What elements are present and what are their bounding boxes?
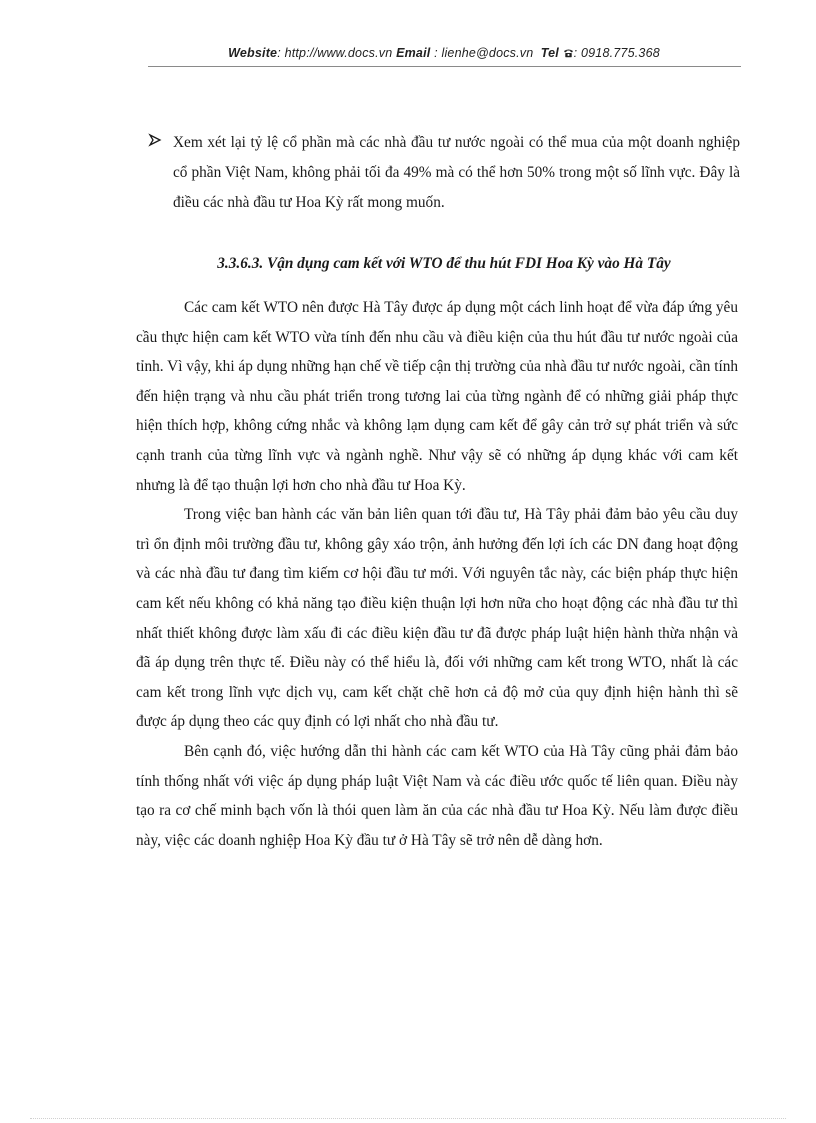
- page-header: [148, 46, 740, 60]
- body-text: [136, 293, 738, 855]
- section-heading: 3.3.6.3. Vận dụng cam kết với WTO để thu hút FDI Hoa Kỳ vào Hà Tây: [217, 255, 671, 272]
- header-divider: [148, 66, 741, 67]
- page-bottom-border: [30, 1118, 786, 1119]
- website-value[interactable]: : http://www.docs.vn: [277, 46, 393, 60]
- email-label: Email: [396, 46, 431, 60]
- tel-value: : 0918.775.368: [573, 46, 660, 60]
- website-label: Website: [228, 46, 278, 60]
- paragraph: Bên cạnh đó, việc hướng dẫn thi hành các cam kết WTO của Hà Tây cũng phải đảm bảo tính thống nhất với việc áp dụng pháp luật Việt Nam và các điều ước quốc tế liên quan. Điều này tạo ra cơ chế minh bạch vốn là thói quen làm ăn của các nhà đầu tư Hoa Kỳ. Nếu làm được điều này, việc các doanh nghiệp Hoa Kỳ đầu tư ở Hà Tây sẽ trở nên dễ dàng hơn.: [136, 742, 738, 849]
- arrow-bullet-icon: [148, 128, 168, 158]
- bullet-item: [148, 128, 740, 218]
- paragraph: Các cam kết WTO nên được Hà Tây được áp dụng một cách linh hoạt để vừa đáp ứng yêu cầu thực hiện cam kết WTO vừa tính đến nhu cầu và điều kiện của thu hút đầu tư nước ngoài của tỉnh. Vì vậy, khi áp dụng những hạn chế về tiếp cận thị trường của nhà đầu tư nước ngoài, cần tính đến hiện trạng và nhu cầu phát triển trong tương lai của từng ngành để có những giải pháp thực hiện thích hợp, không cứng nhắc và không lạm dụng cam kết để gây cản trở sự phát triển và sức cạnh tranh của từng lĩnh vực và ngành nghề. Như vậy sẽ có những áp dụng khác với cam kết nhưng là để tạo thuận lợi hơn cho nhà đầu tư Hoa Kỳ.: [136, 299, 739, 494]
- email-value[interactable]: : lienhe@docs.vn: [434, 46, 534, 60]
- bullet-text: Xem xét lại tỷ lệ cổ phần mà các nhà đầu tư nước ngoài có thể mua của một doanh nghiệp cổ phần Việt Nam, không phải tối đa 49% mà có thể hơn 50% trong một số lĩnh vực. Đây là điều các nhà đầu tư Hoa Kỳ rất mong muốn.: [173, 134, 740, 211]
- phone-icon: [563, 46, 574, 60]
- tel-label: Tel: [540, 46, 559, 60]
- paragraph: Trong việc ban hành các văn bản liên quan tới đầu tư, Hà Tây phải đảm bảo yêu cầu duy trì ổn định môi trường đầu tư, không gây xáo trộn, ảnh hưởng đến lợi ích các DN đang hoạt động và các nhà đầu tư đang tìm kiếm cơ hội đầu tư mới. Với nguyên tắc này, các biện pháp thực hiện cam kết nếu không có khả năng tạo điều kiện thuận lợi hơn nữa cho hoạt động các nhà đầu tư thì nhất thiết không được làm xấu đi các điều kiện đầu tư đã được pháp luật hiện hành thừa nhận và đã áp dụng trên thực tế. Điều này có thể hiểu là, đối với những cam kết trong WTO, nhất là các cam kết trong lĩnh vực dịch vụ, cam kết chặt chẽ hơn cả độ mở của quy định hiện hành thì sẽ được áp dụng theo các quy định có lợi nhất cho nhà đầu tư.: [136, 506, 738, 731]
